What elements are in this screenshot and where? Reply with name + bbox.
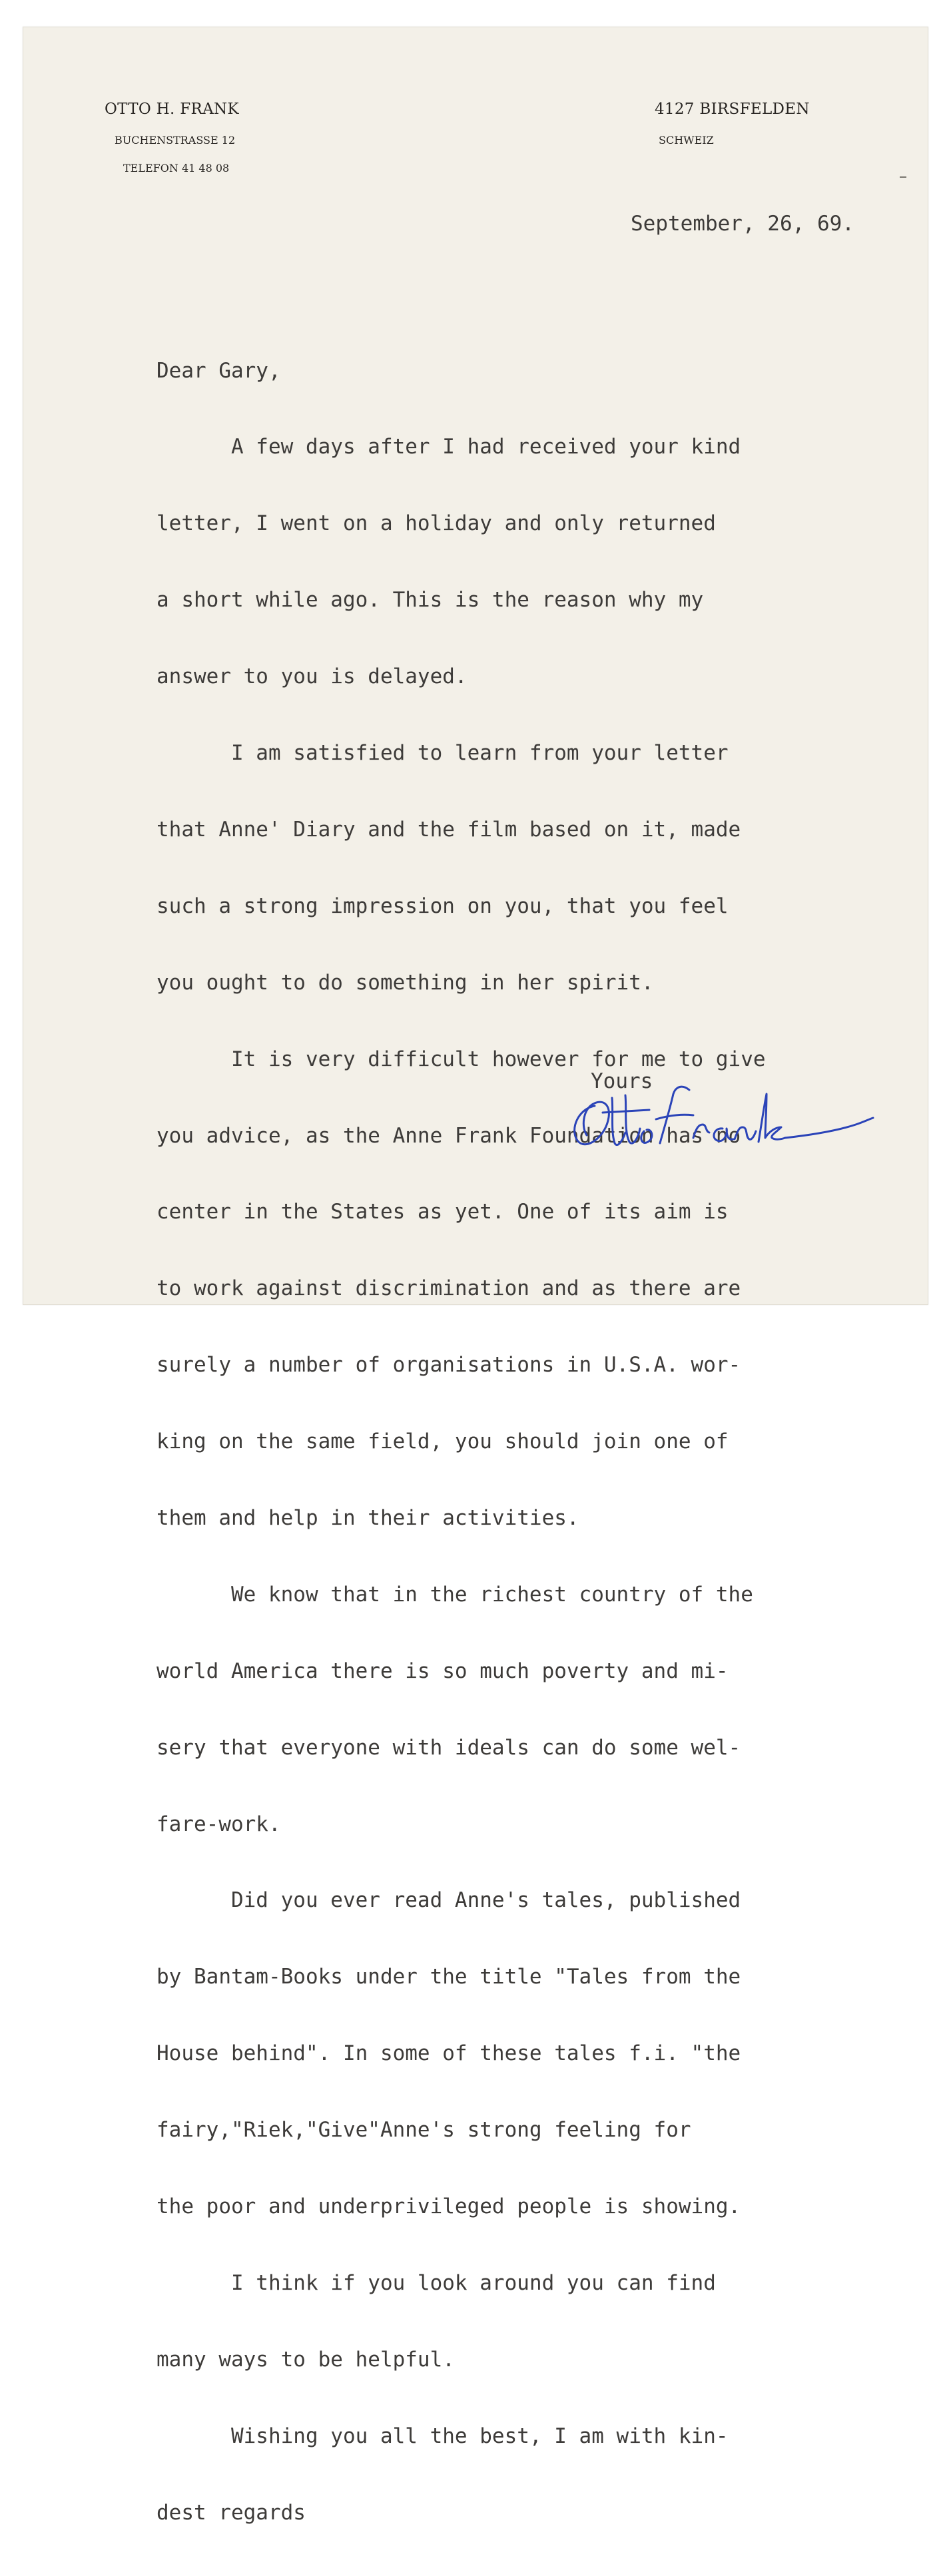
body-line: the poor and underprivileged people is showing.: [157, 2194, 741, 2218]
body-line: We know that in the richest country of the: [157, 1582, 753, 1607]
body-line: Wishing you all the best, I am with kin-: [157, 2424, 729, 2448]
letterhead-phone: TELEFON 41 48 08: [123, 162, 230, 174]
body-line: fare-work.: [157, 1812, 281, 1836]
body-line: them and help in their activities.: [157, 1505, 579, 1530]
body-line: It is very difficult however for me to give: [157, 1047, 766, 1071]
body-line: sery that everyone with ideals can do some wel-: [157, 1735, 741, 1760]
body-line: A few days after I had received your kind: [157, 435, 741, 459]
body-line: that Anne' Diary and the film based on it, made: [157, 817, 741, 842]
letterhead-city: 4127 BIRSFELDEN: [655, 101, 810, 118]
letterhead-country: SCHWEIZ: [659, 134, 714, 146]
body-line: such a strong impression on you, that you feel: [157, 894, 729, 918]
letterhead-name: OTTO H. FRANK: [105, 101, 239, 118]
signature: [556, 1071, 876, 1158]
body-line: fairy,"Riek,"Give"Anne's strong feeling for: [157, 2118, 691, 2143]
letter-date: September, 26, 69.: [631, 212, 854, 236]
body-line: many ways to be helpful.: [157, 2347, 455, 2372]
body-line: I think if you look around you can find: [157, 2270, 716, 2295]
letter-body: [157, 307, 766, 2576]
body-line: you advice, as the Anne Frank Foundation has no: [157, 1123, 741, 1148]
letter-sheet: [23, 27, 928, 2525]
body-line: answer to you is delayed.: [157, 664, 468, 689]
body-line: dest regards: [157, 2500, 306, 2525]
letterhead-street: BUCHENSTRASSE 12: [115, 134, 236, 146]
body-line: you ought to do something in her spirit.: [157, 970, 654, 995]
body-line: surely a number of organisations in U.S.A. wor-: [157, 1353, 741, 1378]
body-line: center in the States as yet. One of its aim is: [157, 1200, 729, 1224]
body-line: Did you ever read Anne's tales, published: [157, 1888, 741, 1913]
body-line: world America there is so much poverty and mi-: [157, 1659, 729, 1683]
body-line: king on the same field, you should join one of: [157, 1429, 729, 1454]
signoff: Yours: [591, 1069, 653, 1093]
body-line: House behind". In some of these tales f.i. "the: [157, 2041, 741, 2066]
body-line: letter, I went on a holiday and only returned: [157, 511, 716, 536]
body-line: by Bantam-Books under the title "Tales from the: [157, 1965, 741, 1989]
body-line: to work against discrimination and as there are: [157, 1276, 741, 1301]
margin-mark: [900, 176, 906, 178]
body-line: a short while ago. This is the reason why my: [157, 588, 704, 613]
body-line: I am satisfied to learn from your letter: [157, 741, 729, 766]
body-line: Dear Gary,: [157, 358, 281, 383]
